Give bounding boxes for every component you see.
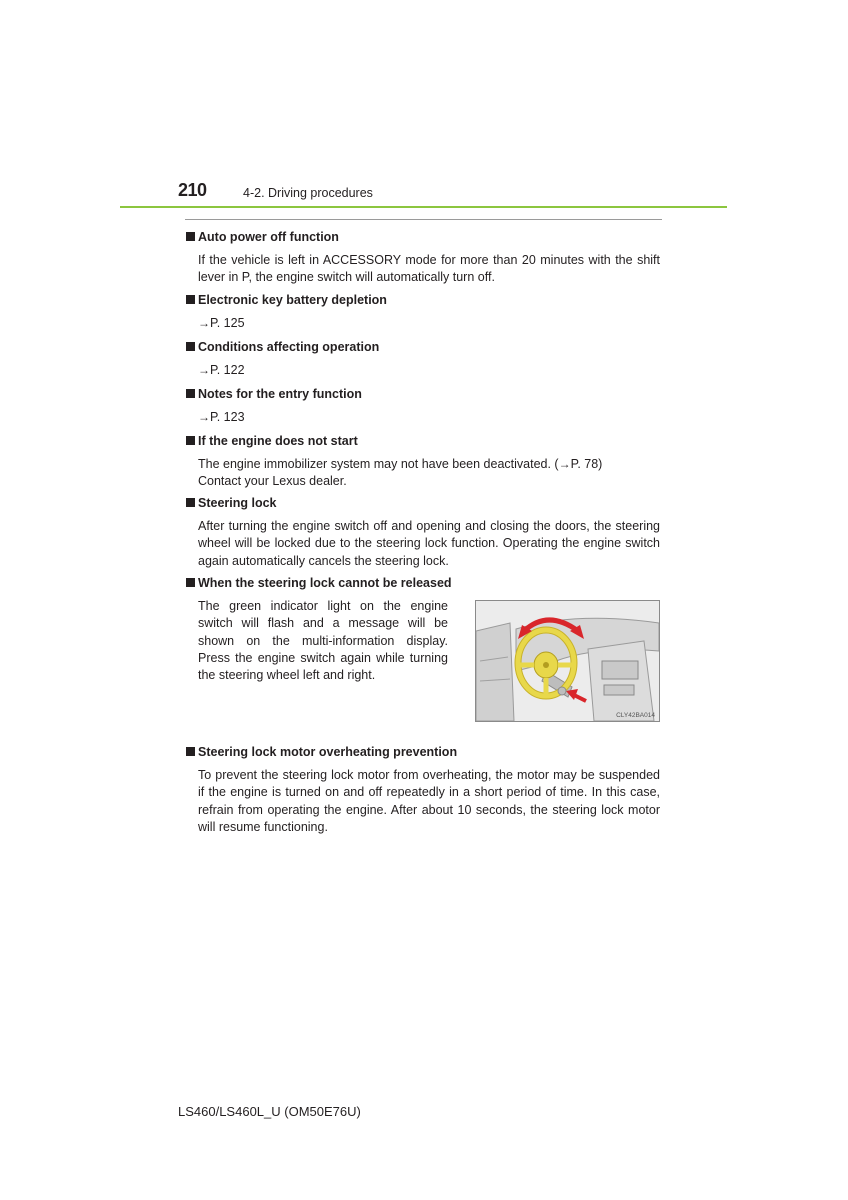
section-title: 4-2. Driving procedures: [243, 186, 373, 200]
section-heading: Notes for the entry function: [186, 386, 660, 403]
square-bullet-icon: [186, 436, 195, 445]
page-number: 210: [178, 180, 207, 200]
figure-code: CLY42BA014: [616, 712, 655, 720]
square-bullet-icon: [186, 747, 195, 756]
square-bullet-icon: [186, 578, 195, 587]
square-bullet-icon: [186, 295, 195, 304]
section-body: If the vehicle is left in ACCESSORY mode for more than 20 minutes with the shift lever in P, the engine switch will automatically turn off.: [198, 253, 660, 285]
content-rule: [185, 219, 662, 220]
steering-wheel-drawing: [476, 601, 659, 721]
section-body: To prevent the steering lock motor from overheating, the motor may be suspended if the engine is turned on and off repeatedly in a short period of time. In this case, refrain from operating the engine. After about 10 seconds, the steering lock motor will resume functioning.: [198, 768, 660, 834]
section-heading: Steering lock: [186, 495, 660, 512]
footer-model: LS460/LS460L_U (OM50E76U): [178, 1104, 361, 1119]
square-bullet-icon: [186, 342, 195, 351]
cross-reference-arrow-icon: →: [198, 362, 210, 377]
section-body: The engine immobilizer system may not have been deactivated. (→P. 78) Contact your Lexus dealer.: [198, 456, 603, 488]
section-heading: Electronic key battery depletion: [186, 292, 660, 309]
cross-reference-arrow-icon: →: [198, 315, 210, 330]
cross-reference-arrow-icon: →: [558, 456, 571, 471]
header-rule: [120, 206, 727, 208]
square-bullet-icon: [186, 232, 195, 241]
cross-reference-arrow-icon: →: [198, 409, 210, 424]
page-content: [186, 229, 660, 841]
steering-wheel-illustration: [475, 600, 660, 722]
page-reference: →P. 125: [198, 315, 245, 330]
section-heading: Steering lock motor overheating prevention: [186, 744, 660, 761]
section-body: The green indicator light on the engine switch will flash and a message will be shown on the multi-information display. Press the engine switch again while turning the steering wheel left and right.: [198, 599, 448, 683]
section-heading: When the steering lock cannot be released: [186, 575, 660, 592]
section-body: After turning the engine switch off and opening and closing the doors, the steering wheel will be locked due to the steering lock function. Operating the engine switch again automatically cancels the steering lock.: [198, 519, 660, 568]
square-bullet-icon: [186, 389, 195, 398]
section-heading: Conditions affecting operation: [186, 339, 660, 356]
section-heading: If the engine does not start: [186, 433, 660, 450]
section-heading: Auto power off function: [186, 229, 660, 246]
text-with-figure: [186, 598, 660, 722]
page-reference: →P. 123: [198, 409, 245, 424]
page-reference: →P. 122: [198, 362, 245, 377]
square-bullet-icon: [186, 498, 195, 507]
